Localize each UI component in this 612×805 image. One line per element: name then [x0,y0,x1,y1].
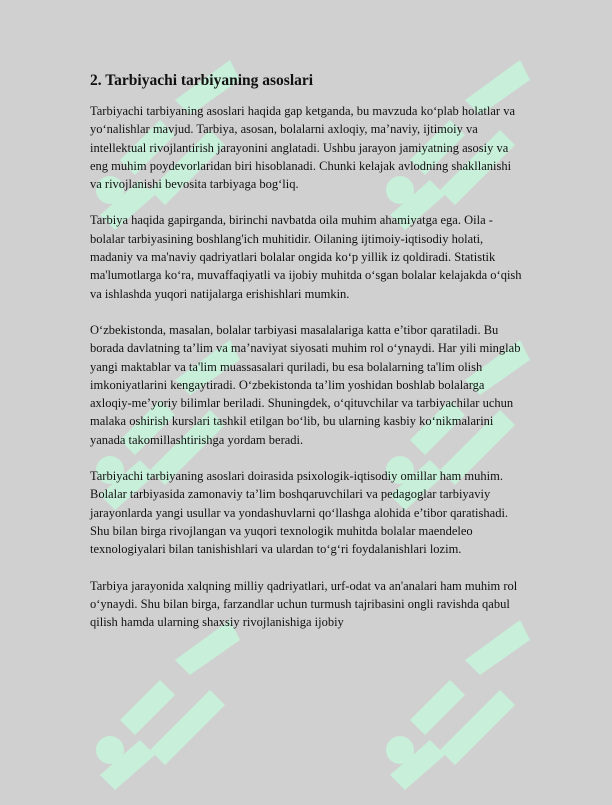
paragraph: Tarbiyachi tarbiyaning asoslari haqida gap ketganda, bu mavzuda ko‘plab holatlar va yo‘nalishlar mavjud. Tarbiya, asosan, bolalarni axloqiy, ma’naviy, ijtimoiy va intellektual rivojlantirish jarayonini anglatadi. Ushbu jarayon jamiyatning asosiy va eng muhim poydevorlaridan biri hisoblanadi. Chunki kelajak avlodning shakllanishi va rivojlanishi bevosita tarbiyaga bog‘liq. [90,104,516,192]
paragraph: O‘zbekistonda, masalan, bolalar tarbiyasi masalalariga katta e’tibor qaratiladi. Bu borada davlatning ta’lim va ma’naviyat siyosati muhim rol o‘ynaydi. Har yili minglab yangi maktablar va ta'lim muassasalari quriladi, bu esa bolalarning ta'lim olish imkoniyatlarini kengaytiradi. O‘zbekistonda ta’lim yoshidan boshlab bolalarga axloqiy-me’yoriy bilimlar beriladi. Shuningdek, o‘qituvchilar va tarbiyachilar uchun malaka oshirish kurslari tashkil etilgan bo‘lib, bu ularning kasbiy ko‘nikmalarini yanada takomillashtirishga yordam beradi. [90,322,521,447]
paragraph: Tarbiya jarayonida xalqning milliy qadriyatlari, urf-odat va an'analari ham muhim rol o‘ynaydi. Shu bilan birga, farzandlar uchun turmush tajribasini ongli ravishda qabul qilish hamda ularning shaxsiy rivojlanishiga ijobiy [90,578,518,630]
paragraph: Tarbiyachi tarbiyaning asoslari doirasida psixologik-iqtisodiy omillar ham muhim. Bolalar tarbiyasida zamonaviy ta’lim boshqaruvchilari va pedagoglar tarbiyaviy jarayonlarda yangi usullar va yondashuvlarni qo‘llashga alohida e’tibor qaratishadi. Shu bilan birga rivojlangan va yuqori texnologik muhitda bolalar maendeleo texnologiyalari bilan tanishishlari va ulardan to‘g‘ri foydalanishlari lozim. [90,469,509,557]
paragraph: Tarbiya haqida gapirganda, birinchi navbatda oila muhim ahamiyatga ega. Oila - bolalar tarbiyasining boshlang'ich muhitidir. Oilaning ijtimoiy-iqtisodiy holati, madaniy va ma'naviy qadriyatlari bolalar ongida ko‘p yillik iz qoldiradi. Statistik ma'lumotlarga ko‘ra, muvaffaqiyatli va ijobiy muhitda o‘sgan bolalar kelajakda o‘qish va ishlashda yuqori natijalarga erishishlari mumkin. [90,213,522,301]
section-heading: 2. Tarbiyachi tarbiyaning asoslari [90,72,314,89]
document-body [90,70,522,649]
